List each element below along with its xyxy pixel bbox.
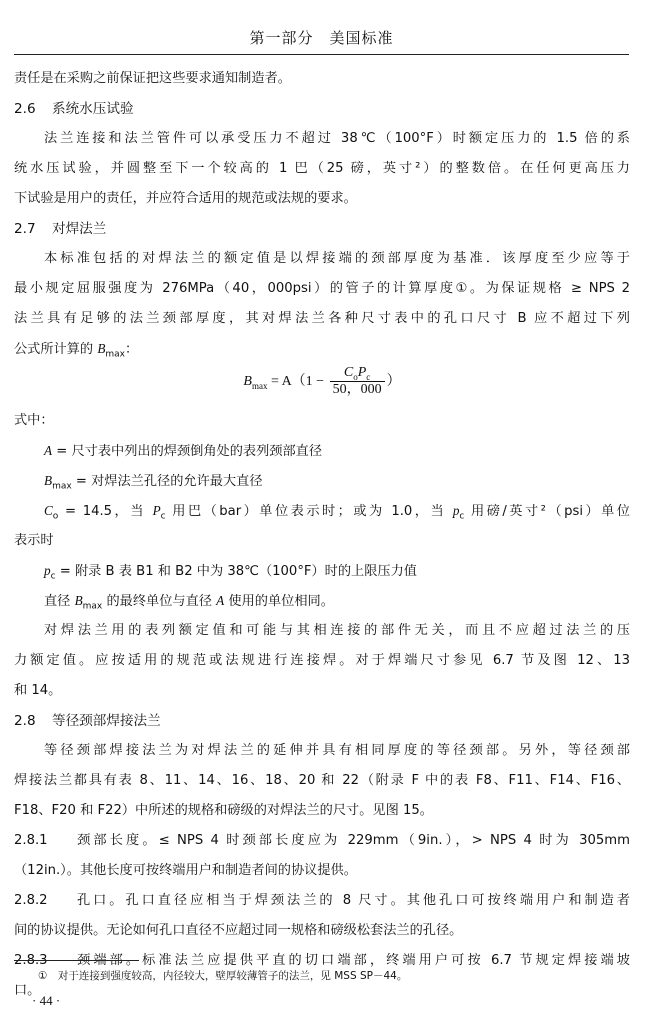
symbol-c: C — [343, 365, 354, 381]
paragraph-line — [14, 334, 630, 364]
text-run: 用磅/英寸²（psi）单位 — [464, 504, 630, 519]
section-2-8-heading — [14, 706, 630, 736]
text-run: 孔口。孔口直径应相当于焊颈法兰的 8 尺寸。其他孔口可按终端用户和制造者 — [74, 893, 630, 908]
text-run: = 14.5，当 — [58, 504, 153, 519]
page-header: 第一部分 美国标准 — [249, 29, 394, 47]
paragraph-line: 口。 — [14, 983, 41, 998]
section-2-6-heading — [14, 94, 630, 124]
section-number: 2.8.1 — [14, 833, 48, 848]
where-label: 式中： — [14, 413, 54, 428]
section-number: 2.6 — [14, 101, 36, 117]
fraction-numerator — [330, 365, 385, 382]
subscript: c — [160, 511, 166, 522]
subscript: max — [52, 481, 72, 492]
definition-bmax — [14, 466, 630, 496]
symbol-b: B — [44, 473, 53, 488]
text-run: 公式所计算的 — [14, 342, 98, 357]
text-run: = 尺寸表中列出的焊颈倒角处的表列颈部直径 — [52, 444, 323, 459]
symbol-b: B — [97, 341, 106, 356]
paragraph-line: 和 14。 — [14, 683, 62, 698]
section-2-8-2 — [14, 886, 630, 916]
subscript: c — [459, 511, 465, 522]
paragraph-line: 间的协议提供。无论如何孔口直径不应超过同一规格和磅级松套法兰的孔径。 — [14, 923, 463, 938]
bmax-formula — [14, 364, 630, 400]
intro-line: 责任是在采购之前保证把这些要求通知制造者。 — [14, 71, 291, 86]
definition-co-cont: 表示时 — [14, 533, 54, 548]
symbol-a: A — [216, 593, 225, 608]
text-run: = 对焊法兰孔径的允许最大直径 — [71, 474, 263, 489]
section-number: 2.8.3 — [14, 953, 48, 968]
page-number: · 44 · — [32, 993, 61, 1008]
text-run: 使用的单位相同。 — [224, 594, 334, 609]
section-2-8-1 — [14, 826, 630, 856]
formula-eq: = A（1 − — [267, 374, 328, 389]
paragraph-line: （12in.）。其他长度可按终端用户和制造者间的协议提供。 — [14, 863, 357, 878]
text-run: 的最终单位与直径 — [102, 594, 217, 609]
paragraph-line: 法兰具有足够的法兰颈部厚度，其对焊法兰各种尺寸表中的孔口尺寸 B 应不超过下列 — [14, 311, 630, 326]
paragraph-line: 统水压试验，并圆整至下一个较高的 1 巴（25 磅，英寸²）的整数倍。在任何更高压力 — [14, 161, 630, 176]
subscript: max — [82, 601, 103, 612]
paragraph-line: 焊接法兰都具有表 8、11、14、16、18、20 和 22（附录 F 中的表 F8、F11、F14、F16、 — [14, 773, 630, 788]
paragraph-line: 力额定值。应按适用的规范或法规进行连接焊。对于焊端尺寸参见 6.7 节及图 12、13 — [14, 653, 630, 668]
subscript: o — [353, 372, 358, 383]
section-title: 系统水压试验 — [52, 101, 134, 117]
paragraph-line: F18、F20 和 F22）中所述的规格和磅级的对焊法兰的尺寸。见图 15。 — [14, 803, 433, 818]
formula-lhs-sub: max — [251, 380, 268, 391]
footnote: ① 对于连接到强度较高，内径较大，壁厚较薄管子的法兰，见 MSS SP－44。 — [38, 970, 408, 982]
section-number: 2.8.2 — [14, 893, 48, 908]
paragraph-line: 等径颈部焊接法兰为对焊法兰的延伸并具有相同厚度的等径颈部。另外，等径颈部 — [44, 743, 630, 758]
fraction-denominator: 50，000 — [332, 382, 382, 398]
paragraph-line: 对焊法兰用的表列额定值和可能与其相连接的部件无关，而且不应超过法兰的压 — [44, 623, 630, 638]
formula-close: ） — [386, 374, 401, 389]
footnote-rule — [14, 960, 139, 961]
section-number: 2.8 — [14, 713, 36, 729]
definition-pc — [14, 556, 630, 586]
subscript: o — [52, 511, 59, 522]
paragraph-line: 下试验是用户的责任，并应符合适用的规范或法规的要求。 — [14, 191, 357, 206]
definition-co — [14, 496, 630, 526]
section-title: 对焊法兰 — [52, 221, 107, 237]
text-run: = 附录 B 表 B1 和 B2 中为 38℃（100°F）时的上限压力值 — [55, 564, 417, 579]
symbol-a: A — [44, 443, 53, 458]
formula-fraction — [330, 365, 385, 398]
section-title: 等径颈部焊接法兰 — [52, 713, 161, 729]
header-rule — [14, 54, 629, 55]
subscript: max — [105, 349, 125, 360]
symbol-p: p — [452, 503, 460, 518]
section-number: 2.7 — [14, 221, 36, 237]
section-2-7-heading — [14, 214, 630, 244]
text-run: 直径 — [44, 594, 75, 609]
text-run: 颈端部。标准法兰应提供平直的切口端部，终端用户可按 6.7 节规定焊接端坡 — [74, 953, 630, 968]
symbol-p: p — [44, 563, 51, 578]
symbol-b: B — [74, 593, 83, 608]
subscript: c — [366, 372, 371, 383]
symbol-c: C — [44, 503, 53, 518]
text-run: 颈部长度。≤ NPS 4 时颈部长度应为 229mm（9in.），> NPS 4 时为 305mm — [74, 833, 630, 848]
symbol-p: P — [152, 503, 161, 518]
units-note — [14, 586, 630, 616]
text-run: ： — [125, 342, 139, 357]
symbol-p: P — [357, 365, 367, 381]
text-run: 用巴（bar）单位表示时；或为 1.0，当 — [165, 504, 453, 519]
formula-lhs: B — [243, 374, 252, 389]
page-body — [14, 64, 630, 1006]
paragraph-line: 法兰连接和法兰管件可以承受压力不超过 38℃（100°F）时额定压力的 1.5 倍的系 — [44, 131, 630, 146]
paragraph-line: 最小规定屈服强度为 276MPa（40，000psi）的管子的计算厚度①。为保证规格 ≥ NPS 2 — [14, 281, 630, 296]
subscript: c — [50, 571, 56, 582]
paragraph-line: 本标准包括的对焊法兰的额定值是以焊接端的颈部厚度为基准．该厚度至少应等于 — [44, 251, 630, 266]
definition-a — [14, 436, 630, 466]
